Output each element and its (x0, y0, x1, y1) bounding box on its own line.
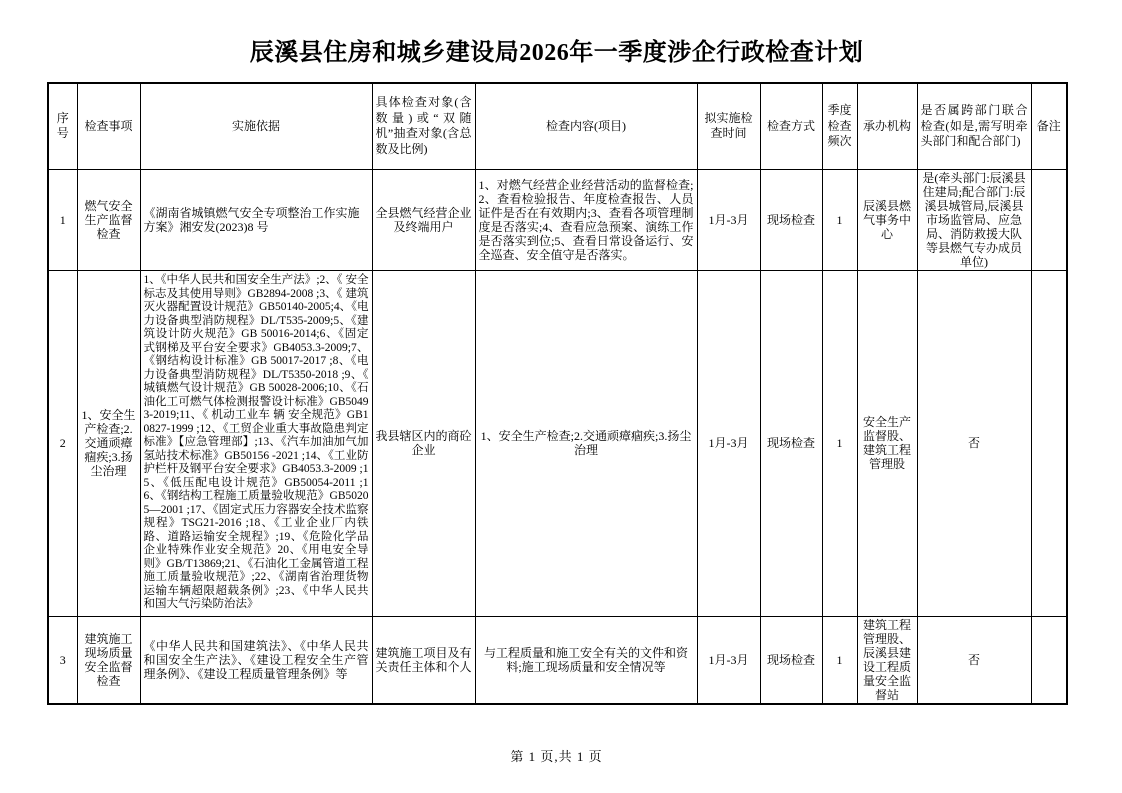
col-header-item: 检查事项 (77, 83, 140, 169)
table-row-2 (48, 270, 1067, 616)
cell-basis: 1、《中华人民共和国安全生产法》;2、《 安全标志及其使用导则》GB2894-2008 ;3、《 建筑灭火器配置设计规范》GB50140-2005;4、《电力设备典型消防规程》DL/T535-2009;5、《建筑设计防火规范》GB 50016-2014;6、《固定式钢梯及平台安全要求》GB4053.3-2009;7、《钢结构设计标准》GB 50017-2017 ;8、《电力设备典型消防规程》DL/T5350-2018 ;9、《 城镇燃气设计规范》GB 50028-2006;10、《石油化工可燃气体检测报警设计标准》GB50493-2019;11、《 机动工业车 辆 安全规范》GB10827-1999 ;12、《工贸企业重大事故隐患判定标准》【应急管理部】;13、《汽车加油加气加氢站技术标准》GB50156 -2021 ;14、《工业防护栏杆及钢平台安全要求》GB4053.3-2009 ;15、《低压配电设计规范》GB50054-2011 ;16、《钢结构工程施工质量验收规范》GB50205—2001 ;17、《固定式压力容器安全技术监察规程》TSG21-2016 ;18、《工业企业厂内铁路、道路运输安全规程》;19、《危险化学品企业特殊作业安全规范》20、《用电安全导则》GB/T13869;21、《石油化工金属管道工程施工质量验收规范》;22、《湖南省治理货物运输车辆超限超载条例》;23、《中华人民共和国大气污染防治法》 (140, 270, 372, 616)
cell-method: 现场检查 (760, 270, 822, 616)
cell-basis: 《中华人民共和国建筑法》、《中华人民共和国安全生产法》、《建设工程安全生产管理条例》、《建设工程质量管理条例》等 (140, 616, 372, 704)
col-header-time: 拟实施检查时间 (697, 83, 760, 169)
cell-time: 1月-3月 (697, 169, 760, 270)
cell-frequency: 1 (822, 270, 857, 616)
cell-remark (1031, 169, 1067, 270)
cell-target: 我县辖区内的商砼企业 (372, 270, 475, 616)
cell-item: 建筑施工现场质量安全监督检查 (77, 616, 140, 704)
cell-joint: 是(牵头部门:辰溪县住建局;配合部门:辰溪县城管局,辰溪县市场监管局、应急局、消防救援大队等县燃气专办成员单位) (917, 169, 1031, 270)
cell-remark (1031, 616, 1067, 704)
cell-target: 全县燃气经营企业及终端用户 (372, 169, 475, 270)
col-header-agency: 承办机构 (857, 83, 917, 169)
table-row-3 (48, 616, 1067, 704)
col-header-joint: 是否属跨部门联合检查(如是,需写明牵头部门和配合部门) (917, 83, 1031, 169)
table-header-row (48, 83, 1067, 169)
cell-method: 现场检查 (760, 616, 822, 704)
col-header-method: 检查方式 (760, 83, 822, 169)
inspection-plan-table (47, 82, 1068, 705)
cell-agency: 安全生产监督股、建筑工程管理股 (857, 270, 917, 616)
col-header-seq: 序号 (48, 83, 77, 169)
col-header-remark: 备注 (1031, 83, 1067, 169)
cell-content: 与工程质量和施工安全有关的文件和资料;施工现场质量和安全情况等 (475, 616, 697, 704)
cell-item: 1、安全生产检查;2.交通顽瘴痼疾;3.扬尘治理 (77, 270, 140, 616)
cell-joint: 否 (917, 270, 1031, 616)
col-header-content: 检查内容(项目) (475, 83, 697, 169)
cell-basis: 《湖南省城镇燃气安全专项整治工作实施方案》湘安发(2023)8 号 (140, 169, 372, 270)
cell-frequency: 1 (822, 169, 857, 270)
page-footer: 第 1 页,共 1 页 (510, 749, 603, 764)
cell-seq: 1 (48, 169, 77, 270)
cell-frequency: 1 (822, 616, 857, 704)
cell-seq: 2 (48, 270, 77, 616)
col-header-target: 具体检查对象(含数量)或“双随机”抽查对象(含总数及比例) (372, 83, 475, 169)
cell-seq: 3 (48, 616, 77, 704)
cell-joint: 否 (917, 616, 1031, 704)
cell-agency: 建筑工程管理股、辰溪县建设工程质量安全监督站 (857, 616, 917, 704)
cell-content: 1、对燃气经营企业经营活动的监督检查;2、查看检验报告、年度检查报告、人员证件是否在有效期内;3、查看各项管理制度是否落实;4、查看应急预案、演练工作是否落实到位;5、查看日常设备运行、安全巡查、安全值守是否落实。 (475, 169, 697, 270)
cell-method: 现场检查 (760, 169, 822, 270)
cell-agency: 辰溪县燃气事务中心 (857, 169, 917, 270)
cell-item: 燃气安全生产监督检查 (77, 169, 140, 270)
cell-remark (1031, 270, 1067, 616)
cell-content: 1、安全生产检查;2.交通顽瘴痼疾;3.扬尘治理 (475, 270, 697, 616)
cell-time: 1月-3月 (697, 616, 760, 704)
col-header-frequency: 季度检查频次 (822, 83, 857, 169)
page-title: 辰溪县住房和城乡建设局2026年一季度涉企行政检查计划 (249, 40, 864, 66)
table-row-1 (48, 169, 1067, 270)
col-header-basis: 实施依据 (140, 83, 372, 169)
cell-target: 建筑施工项目及有关责任主体和个人 (372, 616, 475, 704)
cell-time: 1月-3月 (697, 270, 760, 616)
